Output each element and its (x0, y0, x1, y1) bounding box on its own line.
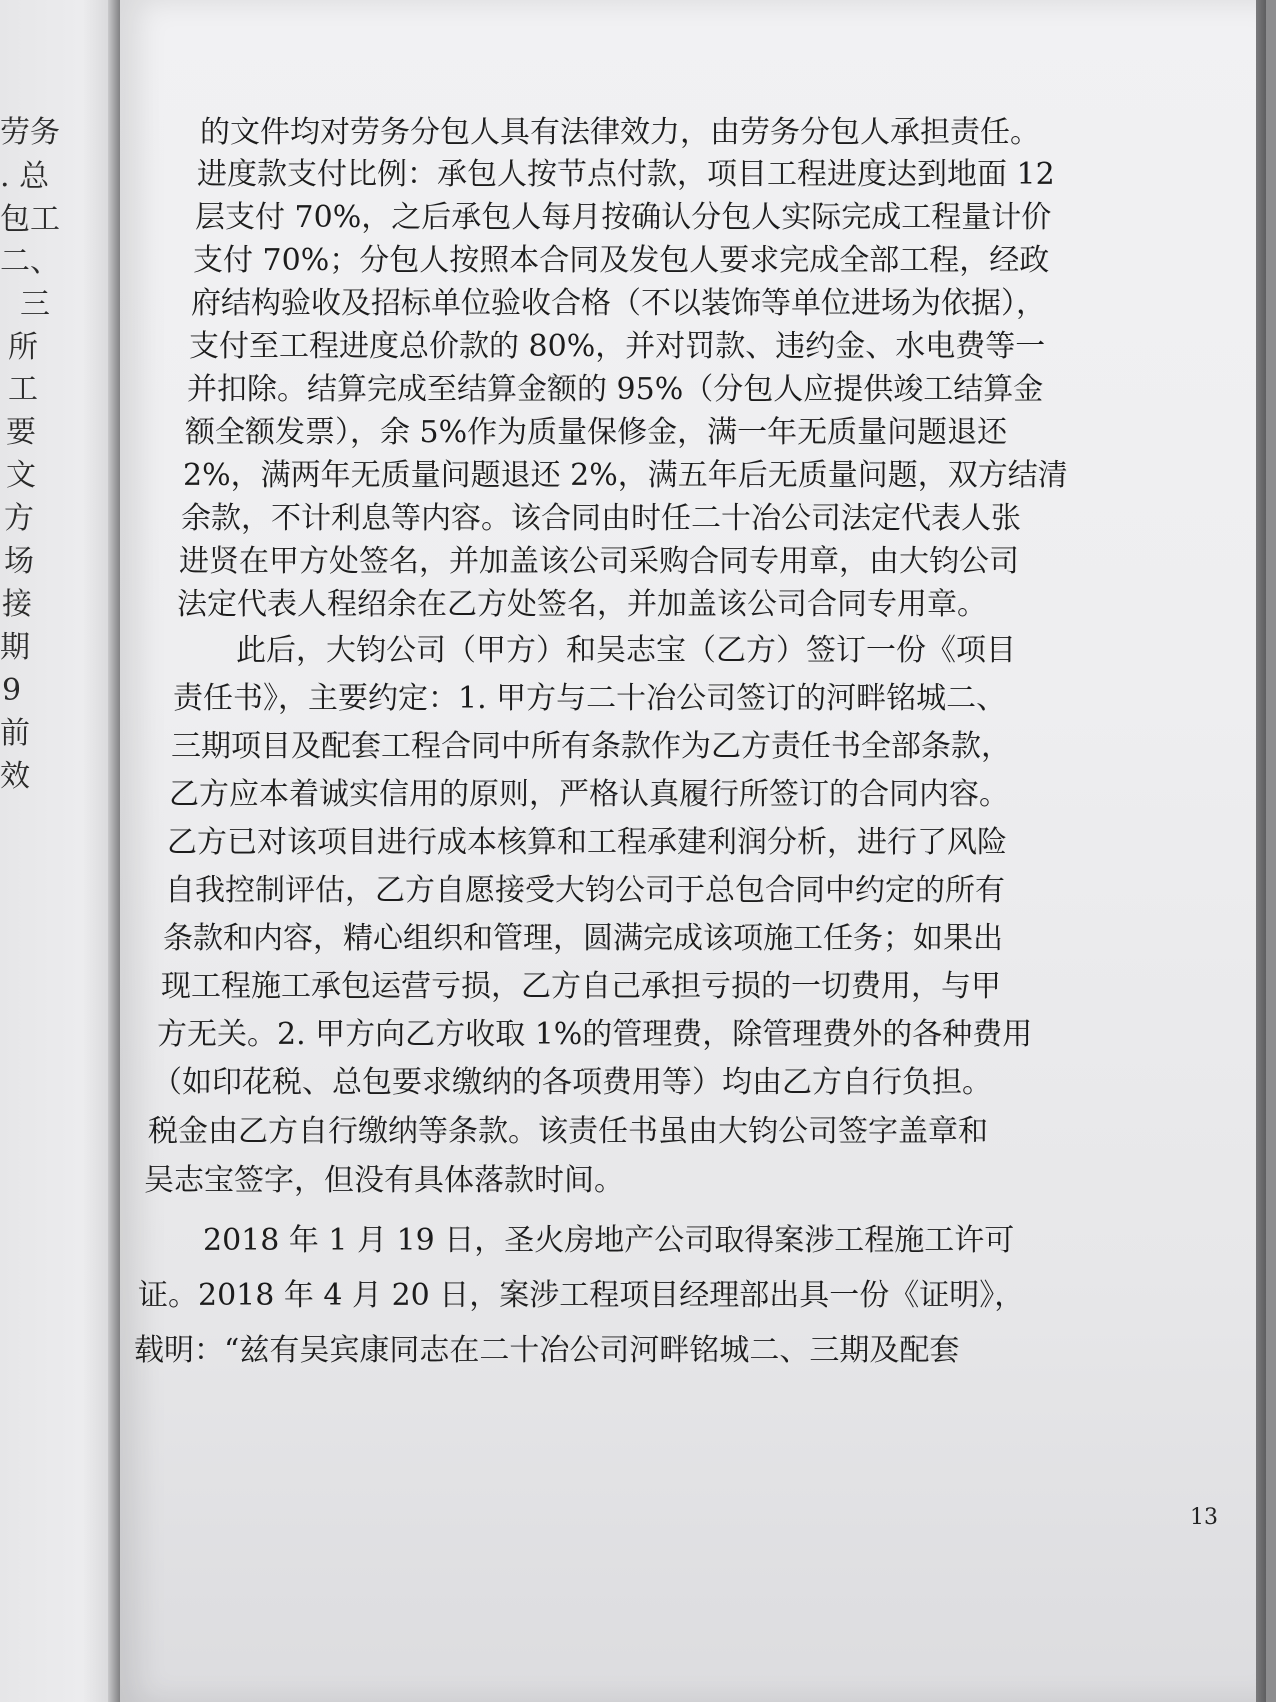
text-line: 三期项目及配套工程合同中所有条款作为乙方责任书全部条款， (171, 729, 1011, 764)
text-line: 法定代表人程绍余在乙方处签名，并加盖该公司合同专用章。 (177, 587, 987, 622)
text-line: 额全额发票），余 5%作为质量保修金，满一年无质量问题退还 (185, 415, 1008, 450)
text-line: 方无关。2. 甲方向乙方收取 1%的管理费，除管理费外的各种费用 (157, 1017, 1033, 1052)
page-edge-shadow (1256, 0, 1266, 1702)
left-page-fragment: 要 (6, 415, 36, 450)
text-line: 载明：“兹有吴宾康同志在二十冶公司河畔铭城二、三期及配套 (134, 1333, 960, 1368)
text-line: 余款，不计利息等内容。该合同由时任二十冶公司法定代表人张 (181, 501, 1021, 536)
text-line: 现工程施工承包运营亏损，乙方自己承担亏损的一切费用，与甲 (161, 969, 1001, 1004)
text-line: 责任书》，主要约定：1. 甲方与二十冶公司签订的河畔铭城二、 (173, 681, 1007, 716)
left-page-fragment: 期 (0, 630, 30, 665)
left-page-fragment: 工 (8, 372, 38, 407)
text-line: 吴志宝签字，但没有具体落款时间。 (144, 1163, 624, 1198)
left-page-fragment: 包工 (0, 202, 60, 237)
text-line-paragraph-start: 2018 年 1 月 19 日，圣火房地产公司取得案涉工程施工许可 (203, 1223, 1015, 1258)
text-line: 层支付 70%，之后承包人每月按确认分包人实际完成工程量计价 (195, 200, 1052, 235)
page-number: 13 (1190, 1505, 1218, 1530)
left-page-fragment: 所 (8, 330, 38, 365)
text-line: 支付至工程进度总价款的 80%，并对罚款、违约金、水电费等一 (189, 329, 1046, 364)
text-line: 条款和内容，精心组织和管理，圆满完成该项施工任务；如果出 (163, 921, 1003, 956)
text-line: （如印花税、总包要求缴纳的各项费用等）均由乙方自行负担。 (152, 1065, 992, 1100)
text-line: 府结构验收及招标单位验收合格（不以装饰等单位进场为依据）， (191, 286, 1046, 321)
left-page-fragment: 9 (2, 673, 22, 708)
text-line: 进贤在甲方处签名，并加盖该公司采购合同专用章，由大钧公司 (179, 544, 1019, 579)
left-page-fragment: 方 (4, 501, 34, 536)
text-line: 税金由乙方自行缴纳等条款。该责任书虽由大钧公司签字盖章和 (148, 1114, 988, 1149)
left-page-fragment: 接 (2, 587, 32, 622)
left-page-fragment: 前 (0, 716, 30, 751)
text-line: 进度款支付比例：承包人按节点付款，项目工程进度达到地面 12 (197, 157, 1055, 192)
left-page-fragment: 效 (0, 759, 30, 794)
text-line: 支付 70%；分包人按照本合同及发包人要求完成全部工程，经政 (193, 243, 1050, 278)
left-page-fragment: 劳务 (0, 115, 60, 150)
left-page-fragment: 文 (6, 458, 36, 493)
text-line: 的文件均对劳务分包人具有法律效力，由劳务分包人承担责任。 (200, 115, 1040, 150)
text-line: 自我控制评估，乙方自愿接受大钧公司于总包合同中约定的所有 (165, 873, 1005, 908)
text-line: 并扣除。结算完成至结算金额的 95%（分包人应提供竣工结算金 (187, 372, 1044, 407)
text-line: 乙方已对该项目进行成本核算和工程承建利润分析，进行了风险 (167, 825, 1007, 860)
text-line-paragraph-start: 此后，大钧公司（甲方）和吴志宝（乙方）签订一份《项目 (236, 633, 1016, 668)
left-page (0, 0, 118, 1702)
text-line: 证。2018 年 4 月 20 日，案涉工程项目经理部出具一份《证明》， (138, 1278, 1025, 1313)
left-page-fragment: 二、 (0, 244, 60, 279)
text-line: 2%，满两年无质量问题退还 2%，满五年后无质量问题，双方结清 (183, 458, 1068, 493)
left-page-fragment: 场 (4, 544, 34, 579)
left-page-fragment: 三 (20, 287, 50, 322)
text-line: 乙方应本着诚实信用的原则，严格认真履行所签订的合同内容。 (169, 777, 1009, 812)
left-page-fragment: . 总 (0, 159, 50, 194)
